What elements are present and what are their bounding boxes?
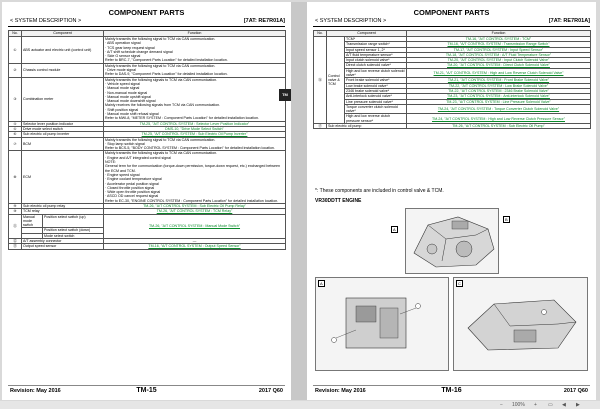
table-row (314, 124, 591, 129)
table-row (9, 132, 286, 137)
detail-c-drawing (454, 278, 589, 372)
reference-link[interactable]: TM-26, "A/T CONTROL SYSTEM : Sub Electric Oil Pump Relay" (143, 203, 246, 208)
function-line: · Engine coolant temperature signal (105, 177, 162, 182)
function-cell (104, 63, 286, 77)
header-function: Function (104, 31, 286, 37)
table-footnote: *: These components are included in control valve & TCM. (315, 188, 444, 194)
footer-rule (313, 385, 590, 386)
function-line: Refer to BCS-5, "BODY CONTROL SYSTEM : Component Parts Location" for detailed installation location. (105, 146, 275, 151)
function-line: Refer to BRC-7, "Component Parts Location" for detailed installation location. (105, 58, 228, 63)
reference-link[interactable]: TM-26, "A/T CONTROL SYSTEM : Sub Electric Oil Pump" (407, 124, 591, 129)
table-row (9, 137, 286, 151)
next-page-icon[interactable]: ▶ (576, 402, 580, 408)
reference-link[interactable]: TM-16, "A/T CONTROL SYSTEM : TCM" (407, 37, 591, 42)
reference-link[interactable]: TM-17, "A/T CONTROL SYSTEM : Input Speed Sensor" (407, 47, 591, 52)
component-name: ABS actuator and electric unit (control unit) (22, 37, 104, 64)
footer-page-number: TM-15 (136, 387, 157, 394)
reference-link[interactable]: TM-26, "A/T CONTROL SYSTEM : Manual Mode Switch" (104, 214, 286, 238)
row-number: ⑬ (9, 244, 22, 249)
function-line: · TCS gear keep request signal (105, 45, 155, 50)
table-row (9, 37, 286, 64)
table-row (314, 104, 591, 114)
function-line: · Engine speed signal (105, 172, 140, 177)
row-number: ⑫ (9, 239, 22, 244)
component-subname: High and low reverse clutch pressure sensor* (345, 114, 407, 124)
system-description-label: < SYSTEM DESCRIPTION > (10, 18, 82, 24)
page-title: COMPONENT PARTS (413, 8, 490, 17)
component-group-name: Manual mode switch (23, 214, 35, 228)
header-rule (313, 26, 590, 27)
function-line: · Stop lamp switch signal (105, 141, 145, 146)
reference-link[interactable]: TM-23, "A/T CONTROL SYSTEM : Anti-interlock Solenoid Valve" (407, 94, 591, 99)
row-number: ⑧ (9, 151, 22, 204)
table-row (314, 88, 591, 93)
header-function: Function (407, 31, 591, 37)
function-line: Mainly transmits the following signal to TCM via CAN communication. (105, 37, 216, 41)
component-subname: Anti-interlock solenoid valve* (345, 94, 407, 99)
component-subgroup (22, 234, 103, 238)
component-name: TCM relay (22, 209, 104, 214)
component-name: Sub electric oil pump relay (22, 203, 104, 208)
header-rule (8, 26, 285, 27)
function-line: Refer to EC-30, "ENGINE CONTROL SYSTEM : Component Parts Location" for detailed installation location. (105, 198, 279, 203)
table-row (9, 244, 286, 249)
row-number: ⑩ (9, 209, 22, 214)
function-line: Refer to MWI-8, "METER SYSTEM : Component Parts Location" for detailed installation location. (105, 116, 259, 121)
row-number: ① (9, 37, 22, 64)
table-row (9, 203, 286, 208)
component-group-name: Control valve & TCM (327, 37, 345, 124)
reference-link[interactable]: TM-20, "A/T CONTROL SYSTEM : Direct Clutch Solenoid Valve" (407, 63, 591, 68)
component-cell (22, 214, 104, 228)
function-line: · Non-manual mode signal (105, 90, 148, 95)
component-table (8, 30, 286, 250)
component-subname: Front brake solenoid valve* (345, 78, 407, 83)
footer-model-year: 2017 Q60 (258, 388, 283, 394)
header-component: Component (327, 31, 407, 37)
row-number: ② (9, 63, 22, 77)
function-line: General term for the communication (torque-down permission, torque-down request, etc.) exchanged between the ECM and TCM. (105, 164, 280, 173)
left-page (2, 2, 291, 400)
component-name: Sub electric oil pump inverter (22, 132, 104, 137)
function-line: · Manual mode upshift signal (105, 94, 151, 99)
function-line: Mainly transmits the following signals to TCM via CAN communication. (105, 77, 218, 82)
table-row (9, 151, 286, 204)
footer-page-number: TM-16 (441, 387, 462, 394)
component-subname: Position select switch (up) (42, 215, 103, 228)
function-line: · Accelerator pedal position signal (105, 181, 159, 186)
figure-label-a: A (393, 227, 396, 232)
row-number: ⑤ (9, 126, 22, 131)
transmission-drawing (406, 209, 500, 275)
page-gutter (291, 2, 307, 400)
system-description-label: < SYSTEM DESCRIPTION > (315, 18, 387, 24)
row-number: ⑮ (314, 124, 327, 129)
reference-link[interactable]: TM-16, "A/T CONTROL SYSTEM : Transmission Range Switch" (407, 42, 591, 47)
reference-link[interactable]: TM-22, "A/T CONTROL SYSTEM : 2346 Brake Solenoid Valve" (407, 88, 591, 93)
component-name: Selector lever position indicator (22, 121, 104, 126)
function-line: · ASCD OD cancel request signal (105, 194, 159, 199)
transmission-illustration (405, 208, 499, 274)
reference-link[interactable]: TM-22, "A/T CONTROL SYSTEM : Low Brake Solenoid Valve" (407, 83, 591, 88)
function-cell (104, 37, 286, 64)
function-cell (104, 77, 286, 121)
reference-link[interactable]: TM-24, "A/T CONTROL SYSTEM : High and Low Reverse Clutch Pressure Sensor" (407, 114, 591, 124)
spacer (22, 234, 42, 238)
function-line: · Side G sensor signal (105, 54, 141, 59)
function-line: · Manual mode signal (105, 86, 140, 91)
reference-link[interactable]: TM-25, "A/T CONTROL SYSTEM : Selector Lever Position Indicator" (139, 121, 250, 126)
component-subname: High and low reverse clutch solenoid valve* (346, 68, 405, 78)
table-row (314, 78, 591, 83)
table-row (314, 52, 591, 57)
reference-link[interactable]: TM-26, "A/T CONTROL SYSTEM : TCM Relay" (156, 209, 233, 214)
function-line: · Vehicle speed signal (105, 81, 140, 86)
component-subname: Line pressure solenoid valve* (345, 99, 407, 104)
function-line: Mainly receives the following signals from TCM via CAN communication. (105, 103, 221, 108)
zoom-out-icon[interactable]: − (500, 402, 503, 408)
component-subname: Position select switch (down) (42, 228, 103, 232)
right-page (307, 2, 596, 400)
function-line: · ABS operation signal (105, 41, 141, 46)
component-subname: Transmission range switch* (345, 42, 407, 47)
component-name: Chassis control module (22, 63, 104, 77)
detail-view-c (453, 277, 588, 371)
table-row (314, 63, 591, 68)
table-row (9, 63, 286, 77)
reference-link[interactable]: TM-16, "A/T CONTROL SYSTEM : Output Speed Sensor" (104, 244, 286, 249)
component-name: Drive mode select switch (22, 126, 104, 131)
engine-label: VR30DDTT ENGINE (315, 198, 362, 204)
component-subname: Direct clutch solenoid valve* (345, 63, 407, 68)
table-row (314, 114, 591, 124)
component-subname: TCM* (345, 37, 407, 42)
component-table (313, 30, 591, 129)
table-row (9, 77, 286, 121)
previous-page-icon[interactable]: ◀ (562, 402, 566, 408)
reference-link[interactable]: TM-21, "A/T CONTROL SYSTEM : Front Brake Solenoid Valve" (407, 78, 591, 83)
section-code: [7AT: RE7R01A] (243, 18, 285, 24)
table-row (314, 58, 591, 63)
component-name: BCM (22, 137, 104, 151)
section-side-tab[interactable]: TM (279, 89, 291, 101)
row-number: ⑪ (9, 214, 22, 238)
function-cell (104, 137, 286, 151)
component-name: ECM (22, 151, 104, 204)
reference-link[interactable]: TM-24, "A/T CONTROL SYSTEM : Torque Converter Clutch Solenoid Valve" (407, 104, 591, 114)
reference-link[interactable]: TM-20, "A/T CONTROL SYSTEM : Input Clutch Solenoid Valve" (407, 58, 591, 63)
component-subname: Low brake solenoid valve* (345, 83, 407, 88)
function-line: · Shift position signal (105, 107, 139, 112)
table-row (9, 121, 286, 126)
function-line: · Closed throttle position signal (105, 185, 155, 190)
page-title: COMPONENT PARTS (108, 8, 185, 17)
zoom-level[interactable]: 100% (512, 402, 525, 408)
component-name: Sub electric oil pump (327, 124, 407, 129)
function-line: · A/T shift schedule change demand signal (105, 49, 173, 54)
footer-model-year: 2017 Q60 (563, 388, 588, 394)
reference-link[interactable]: TM-21, "A/T CONTROL SYSTEM : High and Low Reverse Clutch Solenoid Valve" (407, 68, 591, 78)
function-line: · Manual mode shift refusal signal (105, 112, 159, 117)
row-number: ⑭ (314, 37, 327, 124)
reference-link[interactable]: TM-23, "A/T CONTROL SYSTEM : Line Pressure Solenoid Valve" (407, 99, 591, 104)
component-cell (22, 233, 104, 238)
detail-c-label: C (458, 281, 461, 286)
footer-rule (8, 385, 285, 386)
viewer-toolbar (0, 401, 600, 409)
function-line: Mainly transmits the following signal to TCM via CAN communication. (105, 63, 216, 68)
row-number: ⑦ (9, 137, 22, 151)
component-cell (22, 228, 104, 233)
component-subname: Mode select switch (42, 234, 103, 238)
detail-a-drawing (316, 278, 450, 372)
component-subgroup (22, 228, 103, 232)
detail-a-label: A (320, 281, 323, 286)
function-line: Mainly transmits the following signal to TCM via CAN communication. (105, 137, 216, 142)
component-subname: A/T fluid temperature sensor* (345, 52, 407, 57)
function-line: Mainly transmits the following signals to TCM via CAN communication. (105, 151, 218, 156)
reference-link[interactable]: TM-18, "A/T CONTROL SYSTEM : A/T Fluid Temperature Sensor" (407, 52, 591, 57)
row-number: ③ (9, 77, 22, 121)
figure-label-b: B (505, 217, 508, 222)
row-number: ④ (9, 121, 22, 126)
table-row (9, 214, 286, 228)
table-row (314, 99, 591, 104)
reference-link[interactable]: TM-25, "A/T CONTROL SYSTEM : Sub Electric Oil Pump Inverter" (141, 132, 248, 137)
header-no: No. (314, 31, 327, 37)
header-component: Component (22, 31, 104, 37)
reference-link[interactable]: DMS-10, "Drive Mode Select Switch" (165, 126, 224, 131)
footer-revision: Revision: May 2016 (315, 388, 366, 394)
function-line: · Manual mode downshift signal (105, 99, 156, 104)
section-code: [7AT: RE7R01A] (548, 18, 590, 24)
function-line: · Engine and A/T integrated control signal (105, 155, 171, 160)
component-subname: 2346 brake solenoid valve* (345, 88, 407, 93)
component-subgroup (22, 215, 103, 228)
function-cell (104, 151, 286, 204)
function-line: Refer to DAS-9, "Component Parts Location" for detailed installation location. (105, 72, 228, 77)
function-line: · Wide open throttle position signal (105, 190, 161, 195)
row-number: ⑨ (9, 203, 22, 208)
component-name: Output speed sensor (22, 244, 104, 249)
function-line: NOTE: (105, 160, 116, 165)
table-row (314, 42, 591, 47)
component-name: Combination meter (22, 77, 104, 121)
fit-page-icon[interactable]: ▭ (548, 402, 553, 408)
zoom-in-icon[interactable]: + (534, 402, 537, 408)
footer-revision: Revision: May 2016 (10, 388, 61, 394)
function-line: · Drive mode signal (105, 68, 136, 73)
table-row (314, 94, 591, 99)
detail-view-a (315, 277, 449, 371)
row-number: ⑥ (9, 132, 22, 137)
spacer (22, 228, 42, 232)
component-subname: Torque converter clutch solenoid valve* (345, 104, 407, 114)
function-cell: — (104, 239, 286, 244)
component-name: A/T assembly connector (22, 239, 104, 244)
header-no: No. (9, 31, 22, 37)
table-row (314, 68, 591, 78)
component-subname: Input speed sensor 1, 2* (345, 47, 407, 52)
component-subname: Input clutch solenoid valve* (345, 58, 407, 63)
